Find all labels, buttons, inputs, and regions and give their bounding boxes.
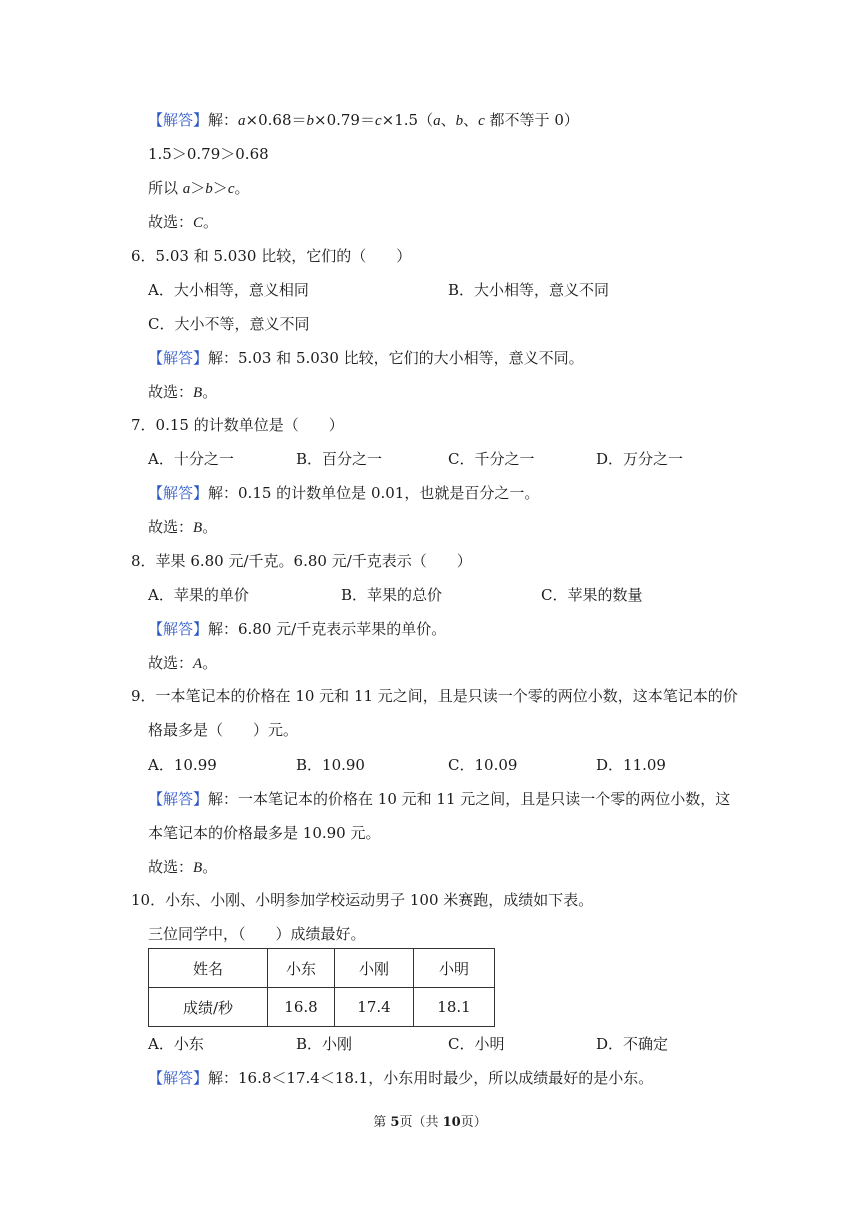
question-7: 7．0.15 的计数单位是（ ） [131,416,344,434]
q9-option-c: C．10.09 [448,756,518,774]
results-table [148,948,495,1027]
q9-answer-cont: 本笔记本的价格最多是 10.90 元。 [148,824,381,842]
table-header-row [149,949,495,988]
q9-option-d: D．11.09 [596,756,666,774]
q8-option-a: A．苹果的单价 [148,586,249,604]
q10-option-d: D．不确定 [596,1035,669,1053]
q5-answer: 【解答】解：a×0.68＝b×0.79＝c×1.5（a、b、c 都不等于 0） [148,111,579,129]
q6-option-a: A．大小相等，意义相同 [148,281,309,299]
table-cell: 小东 [268,949,335,988]
answer-tag: 【解答】 [148,1069,209,1087]
question-6: 6．5.03 和 5.030 比较，它们的（ ） [131,247,412,265]
q5-comparison: 1.5＞0.79＞0.68 [148,145,269,163]
q10-option-a: A．小东 [148,1035,204,1053]
q6-choice: 故选：B。 [148,383,218,401]
question-10: 10．小东、小刚、小明参加学校运动男子 100 米赛跑，成绩如下表。 [131,891,594,909]
q9-option-b: B．10.90 [296,756,365,774]
table-row [149,988,495,1027]
table-cell: 16.8 [268,988,335,1027]
q9-option-a: A．10.99 [148,756,217,774]
q7-option-a: A．十分之一 [148,450,234,468]
table-cell: 成绩/秒 [149,988,268,1027]
q8-option-c: C．苹果的数量 [541,586,643,604]
q5-conclusion: 所以 a＞b＞c。 [148,179,250,197]
q7-option-c: C．千分之一 [448,450,535,468]
answer-tag: 【解答】 [148,111,209,129]
q6-option-b: B．大小相等，意义不同 [448,281,610,299]
q10-option-c: C．小明 [448,1035,505,1053]
table-cell: 小明 [414,949,495,988]
q6-option-c: C．大小不等，意义不同 [148,315,310,333]
table-cell: 小刚 [335,949,414,988]
table-cell: 姓名 [149,949,268,988]
page-footer: 第 5页（共 10页） [373,1115,487,1130]
q8-option-b: B．苹果的总价 [341,586,443,604]
question-9: 9．一本笔记本的价格在 10 元和 11 元之间，且是只读一个零的两位小数，这本笔记本的价 [131,687,738,705]
answer-tag: 【解答】 [148,620,209,638]
q7-choice: 故选：B。 [148,518,218,536]
q7-option-b: B．百分之一 [296,450,383,468]
table-cell: 17.4 [335,988,414,1027]
answer-tag: 【解答】 [148,790,209,808]
q7-answer: 【解答】解：0.15 的计数单位是 0.01，也就是百分之一。 [148,484,540,502]
q7-option-d: D．万分之一 [596,450,684,468]
q10-answer: 【解答】解：16.8＜17.4＜18.1，小东用时最少，所以成绩最好的是小东。 [148,1069,654,1087]
table-cell: 18.1 [414,988,495,1027]
question-10-cont: 三位同学中，（ ）成绩最好。 [148,925,366,943]
q8-choice: 故选：A。 [148,654,218,672]
q5-choice: 故选：C。 [148,213,219,231]
q6-answer: 【解答】解：5.03 和 5.030 比较，它们的大小相等，意义不同。 [148,349,584,367]
page-total: 10 [442,1115,461,1130]
answer-tag: 【解答】 [148,349,209,367]
question-9-cont: 格最多是（ ）元。 [148,721,299,739]
q9-choice: 故选：B。 [148,858,218,876]
q8-answer: 【解答】解：6.80 元/千克表示苹果的单价。 [148,620,447,638]
q9-answer: 【解答】解：一本笔记本的价格在 10 元和 11 元之间，且是只读一个零的两位小数，这 [148,790,731,808]
q10-option-b: B．小刚 [296,1035,353,1053]
answer-tag: 【解答】 [148,484,209,502]
page-number: 5 [390,1115,400,1130]
question-8: 8．苹果 6.80 元/千克。6.80 元/千克表示（ ） [131,552,472,570]
